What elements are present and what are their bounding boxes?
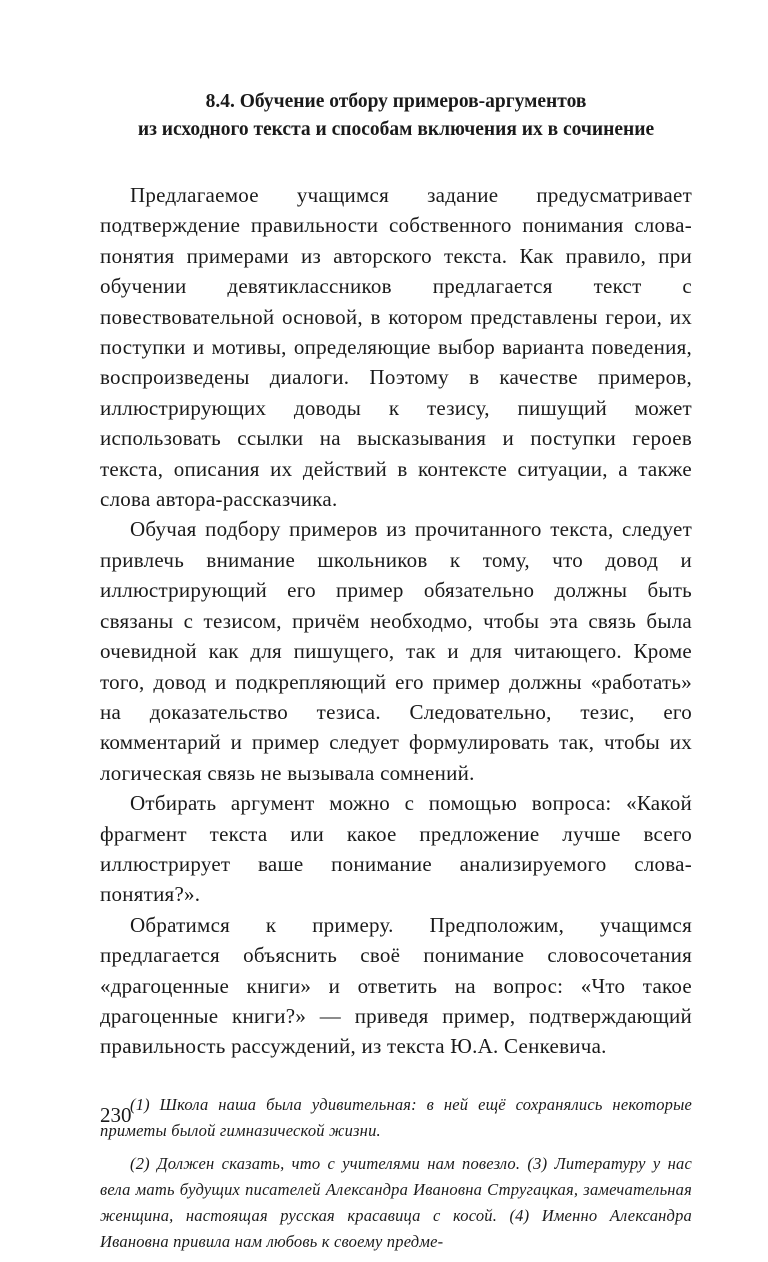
body-text xyxy=(100,180,692,1062)
page-number: 230 xyxy=(100,1103,132,1127)
excerpt-paragraph: (1) Школа наша была удивительная: в ней ещё сохранялись некоторые приметы былой гимназической жизни. xyxy=(100,1094,692,1140)
page-content xyxy=(100,88,692,1262)
source-text-excerpt xyxy=(100,1092,692,1255)
paragraph: Отбирать аргумент можно с помощью вопроса: «Какой фрагмент текста или какое предложение лучше всего иллюстрирует ваше понимание анализируемого слова-понятия?». xyxy=(100,791,692,907)
section-heading-line-1: 8.4. Обучение отбору примеров-аргументов xyxy=(205,91,587,112)
excerpt-paragraph: (2) Должен сказать, что с учителями нам повезло. (3) Литературу у нас вела мать будущих писателей Александра Ивановна Стругацкая, замечательная женщина, настоящая русская красавица с косой. (4) Именно Александра Ивановна привила нам любовь к своему предме- xyxy=(100,1153,692,1251)
paragraph: Предлагаемое учащимся задание предусматривает подтверждение правильности собственного понимания слова-понятия примерами из авторского текста. Как правило, при обучении девятиклассников предлагается текст с повествовательной основой, в котором представлены герои, их поступки и мотивы, определяющие выбор варианта поведения, воспроизведены диалоги. Поэтому в качестве примеров, иллюстрирующих доводы к тезису, пишущий может использовать ссылки на высказывания и поступки героев текста, описания их действий в контексте ситуации, а также слова автора-рассказчика. xyxy=(100,183,692,512)
section-heading xyxy=(100,88,692,144)
section-heading-line-2: из исходного текста и способам включения их в сочинение xyxy=(137,119,655,140)
paragraph: Обучая подбору примеров из прочитанного текста, следует привлечь внимание школьников к тому, что довод и иллюстрирующий его пример обязательно должны быть связаны с тезисом, причём необходмо, чтобы эта связь была очевидной как для пишущего, так и для читающего. Кроме того, довод и подкрепляющий его пример должны «работать» на доказательство тезиса. Следовательно, тезис, его комментарий и пример следует формулировать так, чтобы их логическая связь не вызывала сомнений. xyxy=(100,517,692,785)
paragraph: Обратимся к примеру. Предположим, учащимся предлагается объяснить своё понимание словосочетания «драгоценные книги» и ответить на вопрос: «Что такое драгоценные книги?» — приведя пример, подтверждающий правильность рассуждений, из текста Ю.А. Сенкевича. xyxy=(100,912,692,1059)
